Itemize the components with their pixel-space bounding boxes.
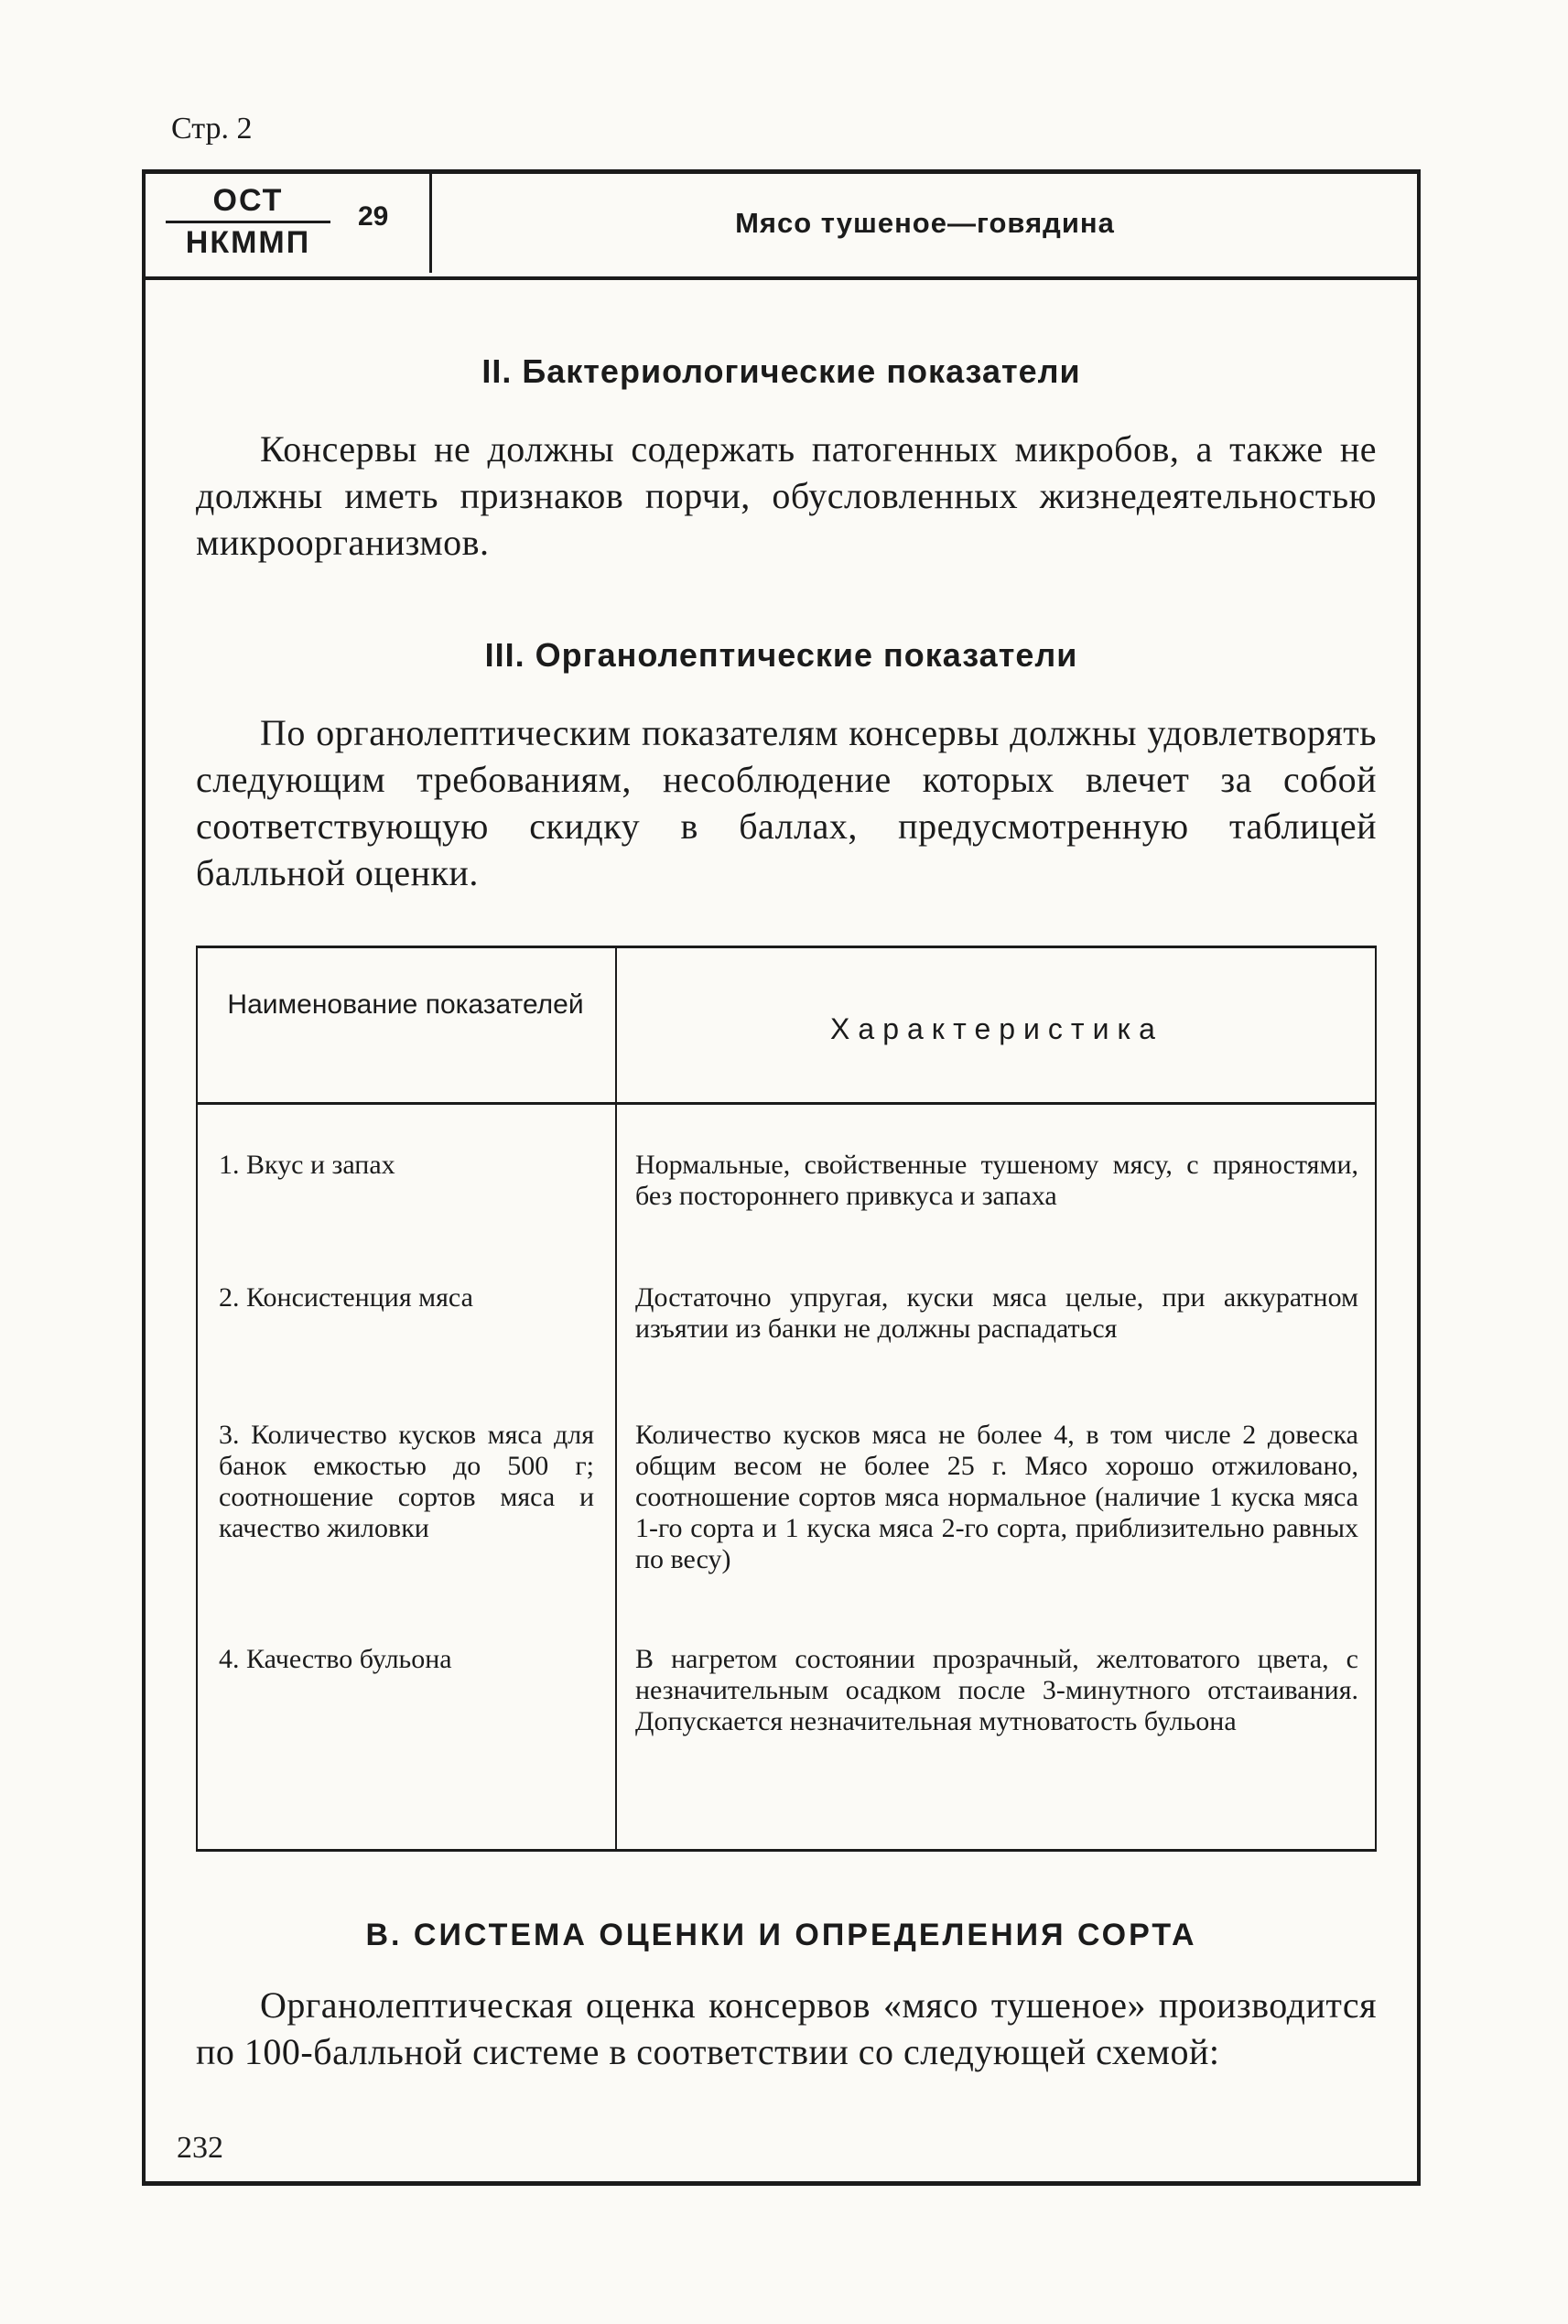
table-cell-name: 4. Качество бульона — [219, 1644, 452, 1674]
table-cell-characteristic: Количество кусков мяса не более 4, в том числе 2 довеска общим весом не более 25 г. Мясо хорошо отжиловано, соотношение сортов мяса нормальное (наличие 1 куска мяса 1-го сорта и 1 куска мяса 2-го сорта, приблизительно равных по весу) — [635, 1420, 1358, 1574]
organoleptic-table — [196, 946, 1377, 1852]
standard-code — [166, 183, 330, 261]
table-cell-name: 3. Количество кусков мяса для банок емкостью до 500 г; соотношение сортов мяса и качество жиловки — [219, 1420, 594, 1543]
table-cell-characteristic: Достаточно упругая, куски мяса целые, при аккуратном изъятии из банки не должны распадаться — [635, 1282, 1358, 1344]
section-b-text: Органолептическая оценка консервов «мясо тушеное» производится по 100-балльной системе в соответствии со следующей схемой: — [196, 1984, 1377, 2072]
table-header-name: Наименование показателей — [227, 989, 584, 1020]
table-left-border — [196, 948, 198, 1849]
table-cell-characteristic: Нормальные, свойственные тушеному мясу, с пряностями, без постороннего привкуса и запаха — [635, 1150, 1358, 1211]
document-header — [146, 174, 1417, 280]
page-label: Стр. 2 — [171, 112, 253, 146]
table-header-divider — [196, 1102, 1377, 1105]
table-header-characteristic: Характеристика — [830, 1012, 1163, 1045]
standard-designation — [146, 174, 432, 273]
table-column-divider — [615, 948, 617, 1849]
page-number: 232 — [177, 2131, 223, 2165]
table-cell-name: 1. Вкус и запах — [219, 1150, 395, 1180]
section-3-heading: III. Органолептические показатели — [484, 636, 1078, 674]
standard-code-top: ОСТ — [166, 183, 330, 223]
table-cell-characteristic: В нагретом состоянии прозрачный, желтоватого цвета, с незначительным осадком после 3-минутного отстаивания. Допускается незначительная мутноватость бульона — [635, 1644, 1358, 1736]
section-2-text: Консервы не должны содержать патогенных микробов, а также не должны иметь признаков порчи, обусловленных жизнедеятельностью микроорганизмов. — [196, 428, 1377, 563]
page-frame — [142, 169, 1421, 2186]
table-right-border — [1375, 948, 1377, 1849]
section-2-heading: II. Бактериологические показатели — [481, 352, 1081, 390]
table-cell-name: 2. Консистенция мяса — [219, 1282, 473, 1313]
standard-number: 29 — [358, 201, 389, 232]
section-3-text: По органолептическим показателям консервы должны удовлетворять следующим требованиям, несоблюдение которых влечет за собой соответствующую скидку в баллах, предусмотренную таблицей балльной оценки. — [196, 712, 1377, 893]
standard-code-bottom: НКММП — [185, 225, 311, 260]
document-title: Мясо тушеное—говядина — [735, 207, 1115, 239]
section-b-heading: В. СИСТЕМА ОЦЕНКИ И ОПРЕДЕЛЕНИЯ СОРТА — [365, 1918, 1197, 1952]
